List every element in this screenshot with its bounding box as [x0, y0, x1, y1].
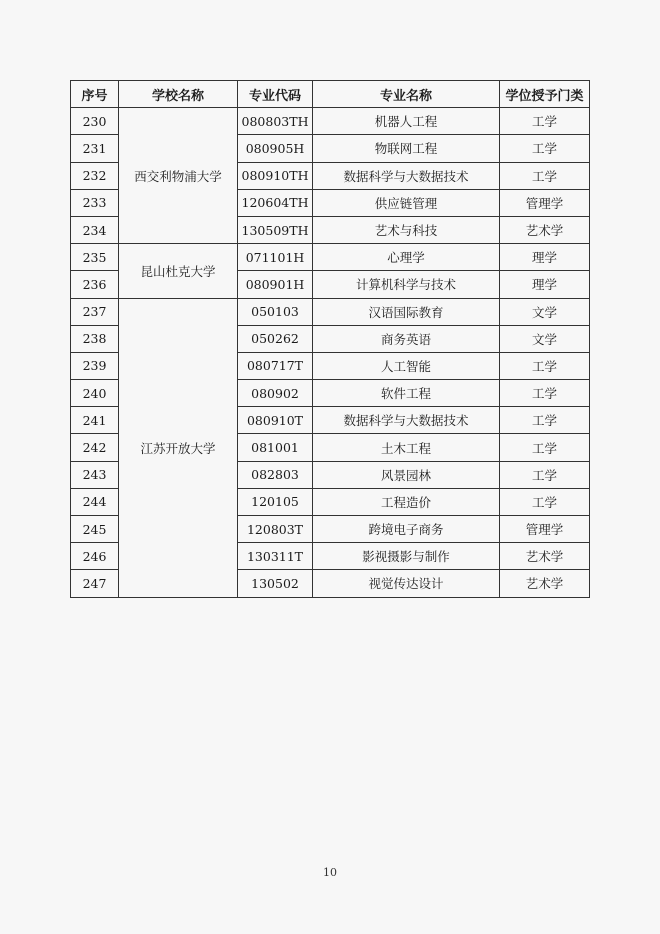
major-name-cell: 艺术与科技 [313, 216, 500, 243]
degree-cell: 工学 [500, 434, 590, 461]
major-name-cell: 人工智能 [313, 352, 500, 379]
degree-cell: 工学 [500, 135, 590, 162]
major-name-cell: 汉语国际教育 [313, 298, 500, 325]
code-cell: 120105 [238, 488, 313, 515]
code-cell: 080910T [238, 407, 313, 434]
major-name-cell: 数据科学与大数据技术 [313, 162, 500, 189]
code-cell: 080905H [238, 135, 313, 162]
header-school: 学校名称 [119, 81, 238, 108]
serial-cell: 239 [71, 352, 119, 379]
code-cell: 050262 [238, 325, 313, 352]
serial-cell: 247 [71, 570, 119, 597]
serial-cell: 233 [71, 189, 119, 216]
header-degree: 学位授予门类 [500, 81, 590, 108]
serial-cell: 238 [71, 325, 119, 352]
code-cell: 120604TH [238, 189, 313, 216]
major-name-cell: 计算机科学与技术 [313, 271, 500, 298]
degree-cell: 管理学 [500, 516, 590, 543]
degree-cell: 文学 [500, 298, 590, 325]
serial-cell: 246 [71, 543, 119, 570]
degree-cell: 管理学 [500, 189, 590, 216]
degree-cell: 工学 [500, 162, 590, 189]
major-name-cell: 跨境电子商务 [313, 516, 500, 543]
major-name-cell: 影视摄影与制作 [313, 543, 500, 570]
major-name-cell: 土木工程 [313, 434, 500, 461]
degree-cell: 工学 [500, 488, 590, 515]
degree-cell: 工学 [500, 380, 590, 407]
serial-cell: 243 [71, 461, 119, 488]
major-name-cell: 供应链管理 [313, 189, 500, 216]
major-name-cell: 心理学 [313, 244, 500, 271]
school-cell: 江苏开放大学 [119, 298, 238, 597]
serial-cell: 236 [71, 271, 119, 298]
serial-cell: 240 [71, 380, 119, 407]
table-row [71, 244, 590, 271]
code-cell: 120803T [238, 516, 313, 543]
school-cell: 昆山杜克大学 [119, 244, 238, 298]
serial-cell: 231 [71, 135, 119, 162]
serial-cell: 230 [71, 108, 119, 135]
table-header-row [71, 81, 590, 108]
major-name-cell: 数据科学与大数据技术 [313, 407, 500, 434]
major-name-cell: 机器人工程 [313, 108, 500, 135]
majors-table [70, 80, 590, 598]
header-serial: 序号 [71, 81, 119, 108]
degree-cell: 理学 [500, 271, 590, 298]
header-code: 专业代码 [238, 81, 313, 108]
serial-cell: 242 [71, 434, 119, 461]
degree-cell: 理学 [500, 244, 590, 271]
major-name-cell: 风景园林 [313, 461, 500, 488]
table-body [71, 108, 590, 597]
code-cell: 082803 [238, 461, 313, 488]
code-cell: 080910TH [238, 162, 313, 189]
serial-cell: 245 [71, 516, 119, 543]
code-cell: 080901H [238, 271, 313, 298]
serial-cell: 235 [71, 244, 119, 271]
degree-cell: 艺术学 [500, 216, 590, 243]
degree-cell: 艺术学 [500, 543, 590, 570]
code-cell: 080717T [238, 352, 313, 379]
major-name-cell: 软件工程 [313, 380, 500, 407]
serial-cell: 232 [71, 162, 119, 189]
degree-cell: 工学 [500, 352, 590, 379]
code-cell: 130311T [238, 543, 313, 570]
code-cell: 081001 [238, 434, 313, 461]
page-number: 10 [323, 866, 337, 879]
major-name-cell: 视觉传达设计 [313, 570, 500, 597]
degree-cell: 艺术学 [500, 570, 590, 597]
degree-cell: 工学 [500, 461, 590, 488]
serial-cell: 244 [71, 488, 119, 515]
degree-cell: 工学 [500, 407, 590, 434]
table-row [71, 298, 590, 325]
major-name-cell: 商务英语 [313, 325, 500, 352]
serial-cell: 234 [71, 216, 119, 243]
table-row [71, 108, 590, 135]
code-cell: 130509TH [238, 216, 313, 243]
code-cell: 050103 [238, 298, 313, 325]
school-cell: 西交利物浦大学 [119, 108, 238, 244]
code-cell: 080803TH [238, 108, 313, 135]
serial-cell: 241 [71, 407, 119, 434]
serial-cell: 237 [71, 298, 119, 325]
degree-cell: 文学 [500, 325, 590, 352]
code-cell: 071101H [238, 244, 313, 271]
header-major: 专业名称 [313, 81, 500, 108]
major-name-cell: 物联网工程 [313, 135, 500, 162]
major-name-cell: 工程造价 [313, 488, 500, 515]
code-cell: 080902 [238, 380, 313, 407]
degree-cell: 工学 [500, 108, 590, 135]
code-cell: 130502 [238, 570, 313, 597]
